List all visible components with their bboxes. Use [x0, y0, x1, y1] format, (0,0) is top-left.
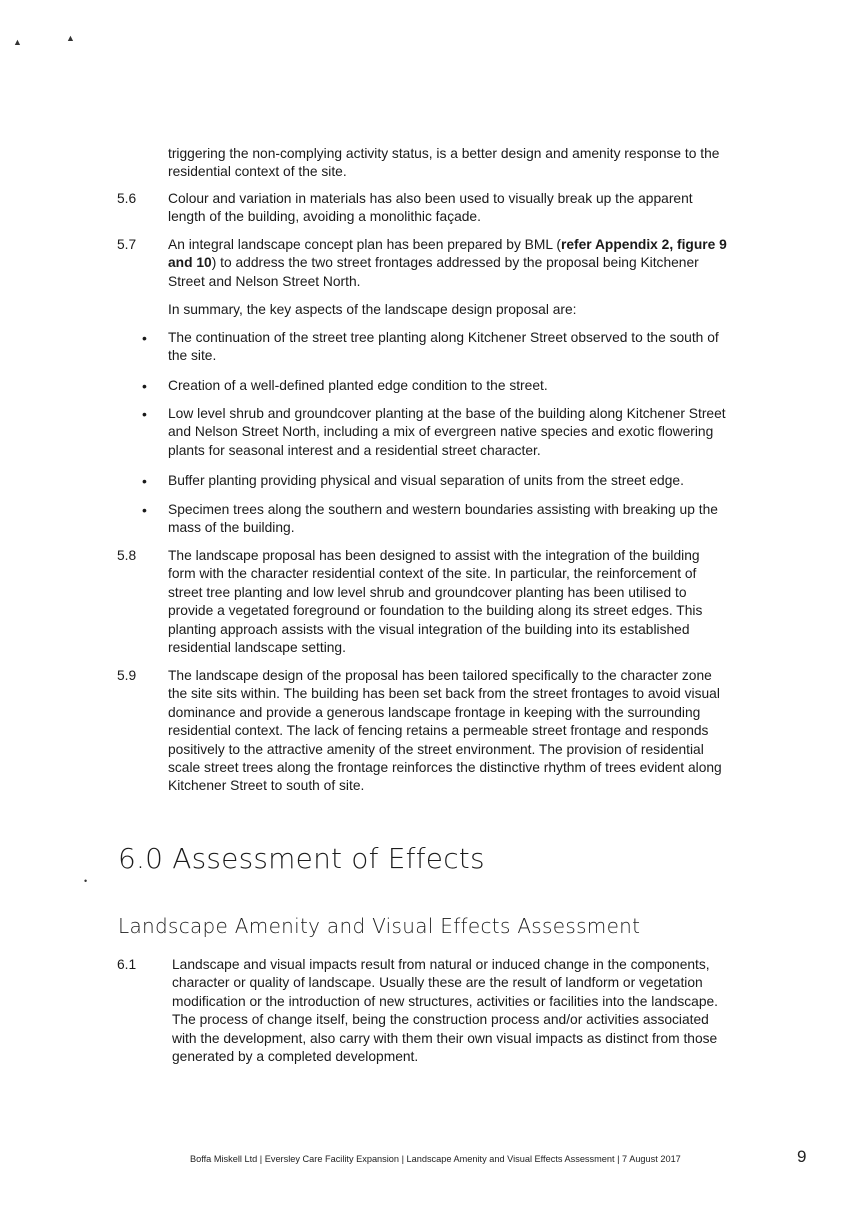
para-text: ) to address the two street frontages addressed by the proposal being Kitchener Street and Nelson Street North. [168, 255, 699, 289]
paragraph-5-7 [168, 236, 728, 291]
paragraph-5-6: Colour and variation in materials has also been used to visually break up the apparent length of the building, avoiding a monolithic façade. [168, 191, 693, 225]
page-number: 9 [797, 1147, 807, 1166]
scan-mark-triangle: ▲ [66, 33, 75, 43]
subsection-heading: Landscape Amenity and Visual Effects Assessment [118, 914, 641, 938]
bullet-symbol: • [142, 330, 147, 346]
bullet-symbol: • [142, 378, 147, 394]
list-item: Buffer planting providing physical and visual separation of units from the street edge. [168, 473, 684, 488]
para-number: 5.6 [117, 191, 137, 206]
summary-intro: In summary, the key aspects of the landscape design proposal are: [168, 302, 577, 317]
para-number: 6.1 [117, 957, 137, 972]
para-text: An integral landscape concept plan has been prepared by BML ( [168, 237, 561, 252]
para-number: 5.9 [117, 668, 137, 683]
scan-mark-dot: • [84, 876, 88, 886]
list-item: The continuation of the street tree planting along Kitchener Street observed to the south of the site. [168, 330, 719, 364]
page-footer: Boffa Miskell Ltd | Eversley Care Facility Expansion | Landscape Amenity and Visual Effects Assessment | 7 August 2017 [190, 1154, 681, 1164]
section-heading: 6.0 Assessment of Effects [118, 842, 485, 875]
paragraph-6-1: Landscape and visual impacts result from natural or induced change in the components, character or quality of landscape. Usually these are the result of landform or vegetation modification or the introduction of new structures, activities or facilities into the landscape. The process of change itself, being the construction process and/or activities associated with the development, also carry with them their own visual impacts as distinct from those generated by a completed development. [172, 957, 719, 1065]
bullet-symbol: • [142, 406, 147, 422]
list-item: Specimen trees along the southern and western boundaries assisting with breaking up the mass of the building. [168, 502, 718, 536]
bullet-symbol: • [142, 502, 147, 518]
appendix-reference: refer Appendix 2, figure 9 and 10 [168, 237, 727, 271]
scan-mark-triangle: ▲ [13, 37, 22, 47]
paragraph-5-9: The landscape design of the proposal has been tailored specifically to the character zone the site sits within. The building has been set back from the street frontages to avoid visual dominance and provide a generous landscape frontage in keeping with the surrounding residential context. The lack of fencing retains a permeable street frontage and responds positively to the attractive amenity of the street environment. The provision of residential scale street trees along the frontage reinforces the distinctive rhythm of trees evident along Kitchener Street to south of site. [168, 668, 722, 794]
para-number: 5.8 [117, 548, 137, 563]
paragraph-5-8: The landscape proposal has been designed to assist with the integration of the building form with the character residential context of the site. In particular, the reinforcement of street tree planting and low level shrub and groundcover planting has been utilised to provide a vegetated foreground or foundation to the building along its street edges. This planting approach assists with the visual integration of the building into its established residential landscape setting. [168, 548, 703, 656]
intro-paragraph: triggering the non-complying activity status, is a better design and amenity response to the residential context of the site. [168, 146, 720, 180]
bullet-symbol: • [142, 473, 147, 489]
para-number: 5.7 [117, 237, 137, 252]
list-item: Creation of a well-defined planted edge condition to the street. [168, 378, 548, 393]
list-item: Low level shrub and groundcover planting at the base of the building along Kitchener Street and Nelson Street North, including a mix of evergreen native species and exotic flowering plants for seasonal interest and a residential street character. [168, 406, 726, 458]
